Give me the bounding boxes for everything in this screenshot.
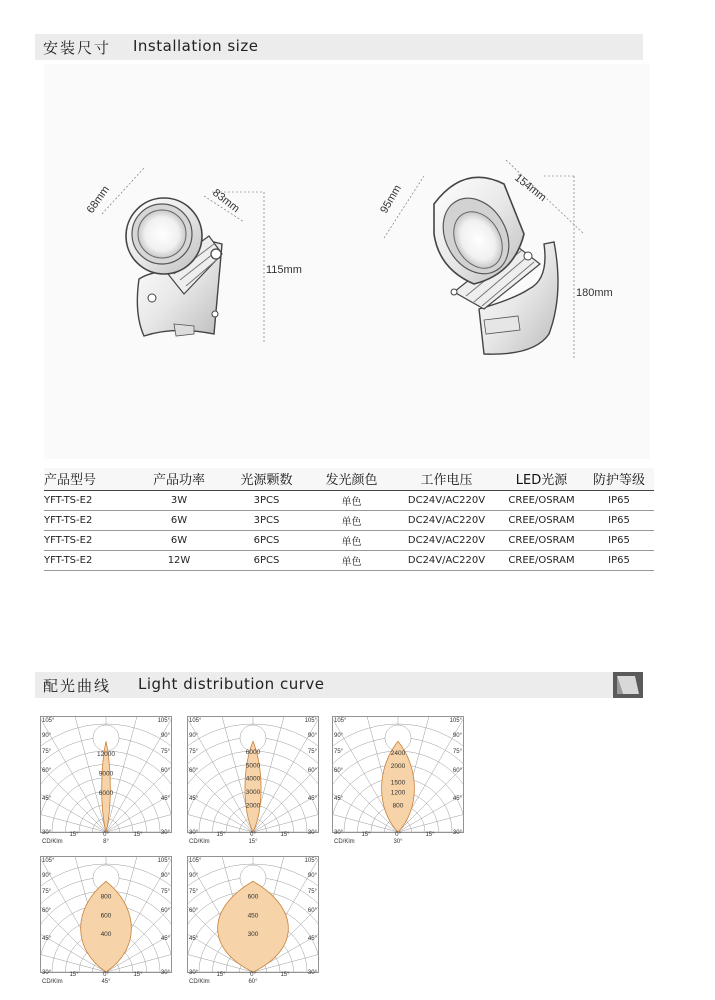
installation-size-header	[35, 34, 643, 60]
angle-label: 45°	[42, 936, 52, 942]
angle-label: 75°	[307, 749, 317, 755]
header-led-source: LED光源	[499, 468, 584, 490]
angle-label: 90°	[452, 733, 462, 739]
cell-color: 单色	[309, 510, 394, 530]
spec-table-header-row	[44, 468, 654, 490]
light-title-cn: 配光曲线	[43, 677, 112, 695]
angle-label: 0°	[103, 972, 109, 978]
header-model: 产品型号	[44, 468, 134, 490]
cell-ip: IP65	[584, 510, 654, 530]
angle-label: 75°	[42, 749, 52, 755]
angle-label: 30°	[307, 830, 317, 836]
angle-label: 75°	[160, 749, 170, 755]
radial-tick-label: 400	[100, 931, 112, 939]
cell-led-source: CREE/OSRAM	[499, 510, 584, 530]
radial-tick-label: 9000	[98, 770, 114, 778]
unit-label: CD/Klm	[42, 839, 63, 845]
radial-tick-label: 2400	[390, 749, 406, 757]
angle-label: 45°	[189, 936, 199, 942]
angle-label: 45°	[160, 796, 170, 802]
angle-label: 75°	[189, 889, 199, 895]
large-dim-height: 180mm	[576, 287, 613, 299]
angle-label: 0°	[250, 832, 256, 838]
angle-label: 105°	[157, 718, 170, 724]
angle-label: 75°	[452, 749, 462, 755]
cell-voltage: DC24V/AC220V	[394, 550, 499, 570]
cell-model: YFT-TS-E2	[44, 530, 134, 550]
spec-table	[44, 468, 654, 571]
beam-angle-label: 8°	[103, 839, 109, 845]
angle-label: 45°	[307, 936, 317, 942]
angle-label: 90°	[42, 873, 52, 879]
angle-label: 60°	[160, 768, 170, 774]
large-dim-depth: 154mm	[512, 171, 549, 204]
polar-chart-svg	[187, 852, 319, 987]
angle-label: 15°	[69, 832, 79, 838]
polar-chart-30deg	[332, 712, 464, 847]
installation-title-cn: 安装尺寸	[43, 39, 112, 57]
angle-label: 90°	[160, 873, 170, 879]
angle-label: 30°	[189, 970, 199, 976]
angle-label: 30°	[42, 830, 52, 836]
cell-power: 12W	[134, 550, 224, 570]
header-voltage: 工作电压	[394, 468, 499, 490]
table-row	[44, 490, 654, 510]
angle-label: 90°	[307, 733, 317, 739]
table-row	[44, 550, 654, 570]
cell-voltage: DC24V/AC220V	[394, 490, 499, 510]
angle-label: 105°	[157, 858, 170, 864]
light-distribution-header	[35, 672, 643, 698]
radial-tick-label: 600	[247, 893, 259, 901]
angle-label: 60°	[189, 768, 199, 774]
cell-color: 单色	[309, 530, 394, 550]
polar-chart-60deg	[187, 852, 319, 987]
radial-tick-label: 6000	[245, 748, 261, 756]
angle-label: 15°	[216, 972, 226, 978]
polar-chart-45deg	[40, 852, 172, 987]
polar-chart-svg	[40, 852, 172, 987]
cell-power: 6W	[134, 530, 224, 550]
small-dim-diameter: 68mm	[84, 183, 112, 216]
radial-tick-label: 1500	[390, 779, 406, 787]
radial-tick-label: 6000	[98, 790, 114, 798]
large-dim-diameter: 95mm	[378, 183, 404, 216]
angle-label: 15°	[133, 972, 143, 978]
angle-label: 60°	[452, 768, 462, 774]
angle-label: 105°	[304, 718, 317, 724]
polar-chart-15deg	[187, 712, 319, 847]
header-power: 产品功率	[134, 468, 224, 490]
angle-label: 15°	[280, 972, 290, 978]
angle-label: 30°	[160, 830, 170, 836]
cell-led-count: 3PCS	[224, 490, 309, 510]
angle-label: 60°	[160, 908, 170, 914]
angle-label: 15°	[425, 832, 435, 838]
angle-label: 30°	[307, 970, 317, 976]
angle-label: 45°	[189, 796, 199, 802]
fixture-drawings-svg	[44, 64, 650, 459]
angle-label: 105°	[189, 718, 202, 724]
angle-label: 90°	[334, 733, 344, 739]
table-row	[44, 510, 654, 530]
angle-label: 75°	[307, 889, 317, 895]
angle-label: 75°	[160, 889, 170, 895]
header-color: 发光颜色	[309, 468, 394, 490]
angle-label: 0°	[250, 972, 256, 978]
beam-angle-label: 45°	[101, 979, 111, 985]
header-ip: 防护等级	[584, 468, 654, 490]
angle-label: 0°	[103, 832, 109, 838]
unit-label: CD/Klm	[189, 839, 210, 845]
cell-led-count: 6PCS	[224, 530, 309, 550]
angle-label: 30°	[42, 970, 52, 976]
unit-label: CD/Klm	[334, 839, 355, 845]
angle-label: 60°	[307, 768, 317, 774]
angle-label: 45°	[334, 796, 344, 802]
cell-voltage: DC24V/AC220V	[394, 510, 499, 530]
polar-chart-svg	[40, 712, 172, 847]
angle-label: 90°	[42, 733, 52, 739]
angle-label: 15°	[216, 832, 226, 838]
unit-label: CD/Klm	[189, 979, 210, 985]
radial-tick-label: 12000	[96, 751, 116, 759]
header-led-count: 光源颗数	[224, 468, 309, 490]
radial-tick-label: 4000	[245, 775, 261, 783]
radial-tick-label: 2000	[245, 802, 261, 810]
corner-logo-icon	[613, 672, 643, 698]
small-dim-height: 115mm	[266, 264, 302, 276]
angle-label: 90°	[189, 873, 199, 879]
installation-drawings	[44, 64, 650, 459]
cell-ip: IP65	[584, 550, 654, 570]
table-row	[44, 530, 654, 550]
angle-label: 90°	[160, 733, 170, 739]
angle-label: 105°	[189, 858, 202, 864]
light-title-en: Light distribution curve	[138, 675, 325, 693]
angle-label: 0°	[395, 832, 401, 838]
angle-label: 60°	[189, 908, 199, 914]
small-dim-depth: 83mm	[210, 186, 242, 216]
cell-model: YFT-TS-E2	[44, 550, 134, 570]
cell-led-source: CREE/OSRAM	[499, 530, 584, 550]
angle-label: 105°	[42, 718, 55, 724]
fixture-large-drawing	[384, 160, 584, 359]
angle-label: 105°	[449, 718, 462, 724]
angle-label: 60°	[42, 908, 52, 914]
angle-label: 60°	[42, 768, 52, 774]
angle-label: 45°	[307, 796, 317, 802]
installation-title-en: Installation size	[133, 37, 259, 55]
cell-led-source: CREE/OSRAM	[499, 490, 584, 510]
cell-led-source: CREE/OSRAM	[499, 550, 584, 570]
cell-ip: IP65	[584, 530, 654, 550]
angle-label: 30°	[189, 830, 199, 836]
angle-label: 45°	[42, 796, 52, 802]
radial-tick-label: 3000	[245, 788, 261, 796]
cell-power: 3W	[134, 490, 224, 510]
polar-chart-8deg	[40, 712, 172, 847]
angle-label: 90°	[189, 733, 199, 739]
angle-label: 15°	[361, 832, 371, 838]
cell-color: 单色	[309, 550, 394, 570]
beam-angle-label: 30°	[393, 839, 403, 845]
radial-tick-label: 300	[247, 931, 259, 939]
angle-label: 45°	[452, 796, 462, 802]
radial-tick-label: 2000	[390, 763, 406, 771]
angle-label: 15°	[280, 832, 290, 838]
cell-led-count: 6PCS	[224, 550, 309, 570]
angle-label: 60°	[334, 768, 344, 774]
angle-label: 90°	[307, 873, 317, 879]
radial-tick-label: 5000	[245, 762, 261, 770]
angle-label: 15°	[133, 832, 143, 838]
angle-label: 15°	[69, 972, 79, 978]
cell-voltage: DC24V/AC220V	[394, 530, 499, 550]
angle-label: 105°	[304, 858, 317, 864]
radial-tick-label: 800	[100, 893, 112, 901]
cell-ip: IP65	[584, 490, 654, 510]
angle-label: 75°	[189, 749, 199, 755]
angle-label: 60°	[307, 908, 317, 914]
cell-led-count: 3PCS	[224, 510, 309, 530]
angle-label: 30°	[452, 830, 462, 836]
cell-model: YFT-TS-E2	[44, 490, 134, 510]
cell-power: 6W	[134, 510, 224, 530]
angle-label: 75°	[334, 749, 344, 755]
radial-tick-label: 800	[392, 802, 404, 810]
polar-chart-svg	[332, 712, 464, 847]
angle-label: 30°	[334, 830, 344, 836]
unit-label: CD/Klm	[42, 979, 63, 985]
cell-color: 单色	[309, 490, 394, 510]
angle-label: 30°	[160, 970, 170, 976]
radial-tick-label: 450	[247, 912, 259, 920]
radial-tick-label: 1200	[390, 789, 406, 797]
angle-label: 105°	[334, 718, 347, 724]
angle-label: 105°	[42, 858, 55, 864]
angle-label: 45°	[160, 936, 170, 942]
polar-chart-svg	[187, 712, 319, 847]
beam-angle-label: 60°	[248, 979, 258, 985]
fixture-small-drawing	[102, 168, 264, 344]
radial-tick-label: 600	[100, 912, 112, 920]
beam-angle-label: 15°	[248, 839, 258, 845]
angle-label: 75°	[42, 889, 52, 895]
cell-model: YFT-TS-E2	[44, 510, 134, 530]
